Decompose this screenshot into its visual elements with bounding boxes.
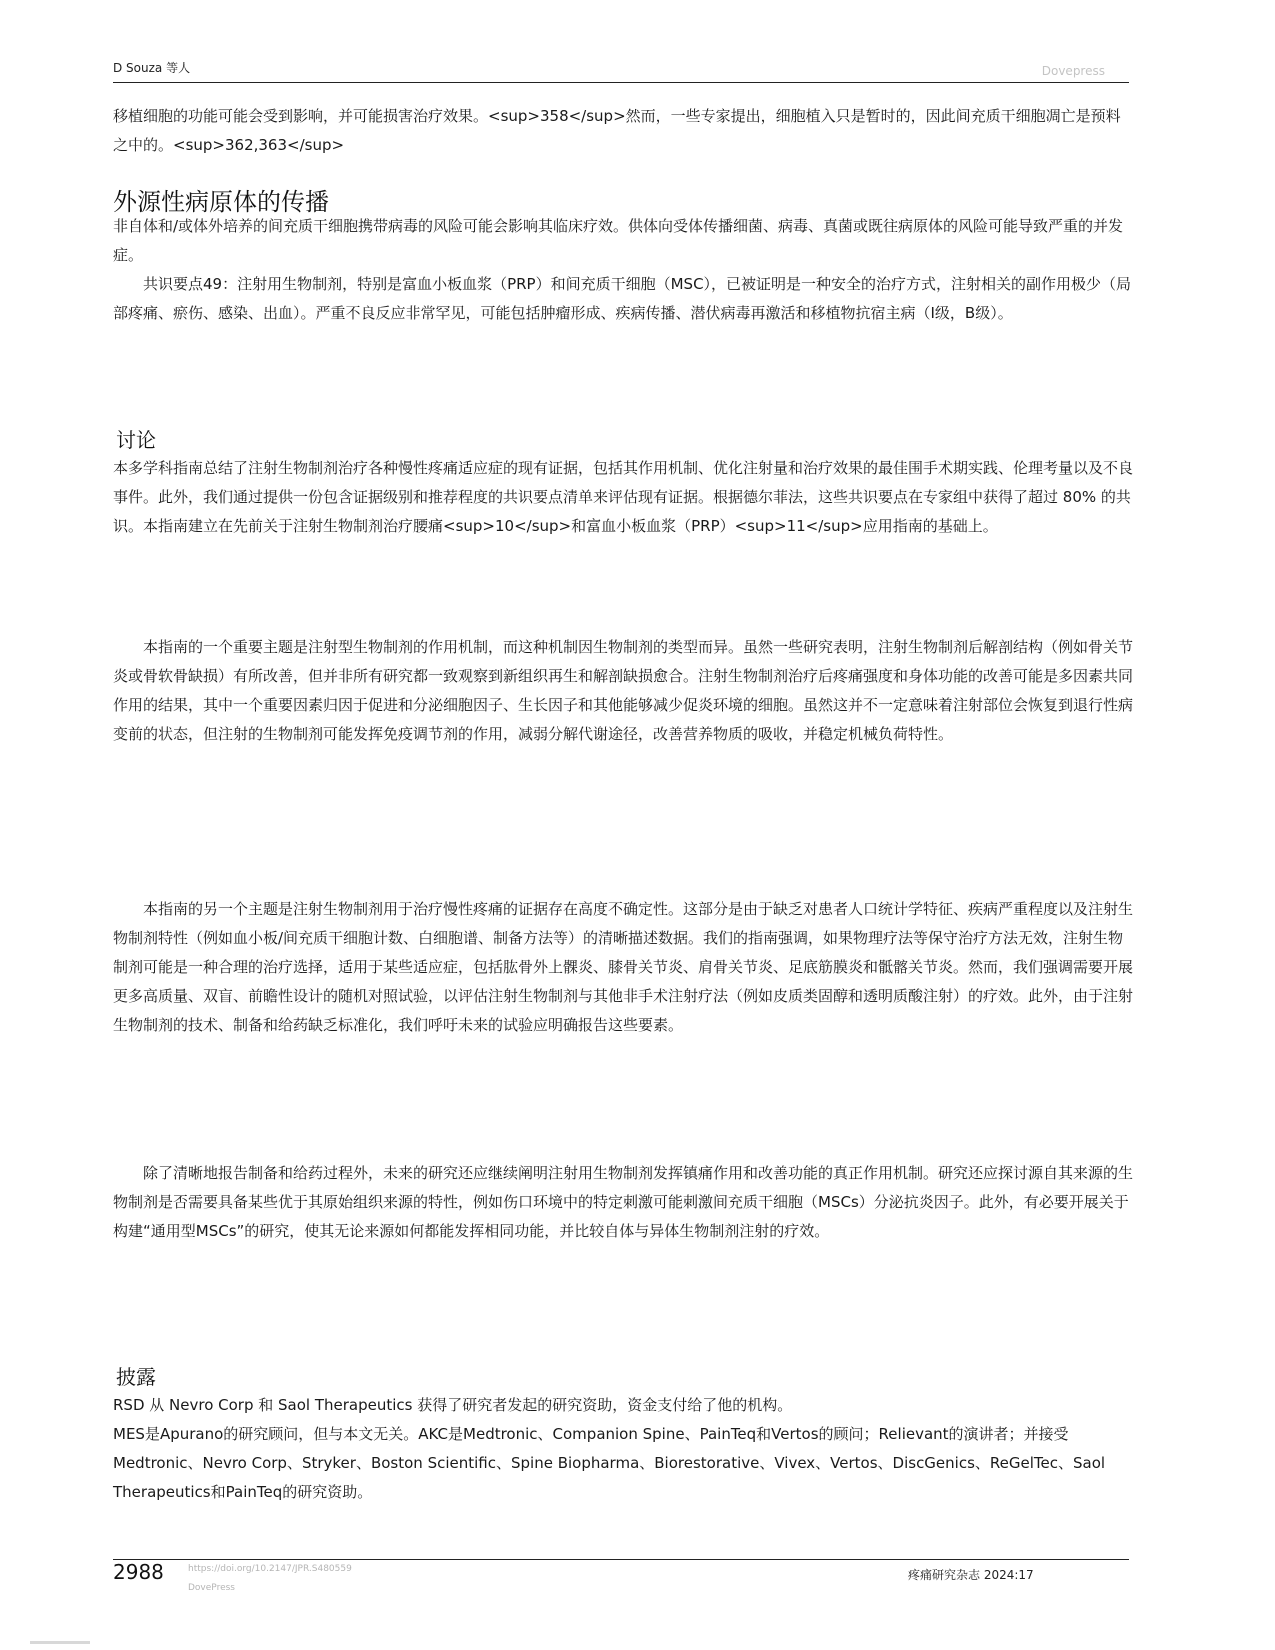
section-title-discussion: 讨论: [116, 428, 156, 452]
pathogen-paragraph: 非自体和/或体外培养的间充质干细胞携带病毒的风险可能会影响其临床疗效。供体向受体传播细菌、病毒、真菌或既往病原体的风险可能导致严重的并发症。: [113, 217, 1124, 264]
discussion-paragraph-1: 本多学科指南总结了注射生物制剂治疗各种慢性疼痛适应症的现有证据，包括其作用机制、优化注射量和治疗效果的最佳围手术期实践、伦理考量以及不良事件。此外，我们通过提供一份包含证据级别和推荐程度的共识要点清单来评估现有证据。根据德尔菲法，这些共识要点在专家组中获得了超过 80% 的共识。本指南建立在先前关于注射生物制剂治疗腰痛<sup>10</sup>和富血小板血浆（PRP）<sup>11</sup>应用指南的基础上。: [113, 459, 1134, 535]
discussion-paragraph-2: 本指南的一个重要主题是注射型生物制剂的作用机制，而这种机制因生物制剂的类型而异。虽然一些研究表明，注射生物制剂后解剖结构（例如骨关节炎或骨软骨缺损）有所改善，但并非所有研究都一致观察到新组织再生和解剖缺损愈合。注射生物制剂治疗后疼痛强度和身体功能的改善可能是多因素共同作用的结果，其中一个重要因素归因于促进和分泌细胞因子、生长因子和其他能够减少促炎环境的细胞。虽然这并不一定意味着注射部位会恢复到退行性病变前的状态，但注射的生物制剂可能发挥免疫调节剂的作用，减弱分解代谢途径，改善营养物质的吸收，并稳定机械负荷特性。: [113, 638, 1134, 743]
disclosure-paragraph-2: MES是Apurano的研究顾问，但与本文无关。AKC是Medtronic、Companion Spine、PainTeq和Vertos的顾问；Relievant的演讲者；并接受Medtronic、Nevro Corp、Stryker、Boston Scientific、Spine Biopharma、Biorestorative、Vivex、Vertos、DiscGenics、ReGelTec、Saol Therapeutics和PainTeq的研究资助。: [113, 1425, 1106, 1501]
running-header-author: D Souza 等人: [113, 61, 191, 75]
publisher-mark: DovePress: [188, 1583, 235, 1593]
discussion-paragraph-3: 本指南的另一个主题是注射生物制剂用于治疗慢性疼痛的证据存在高度不确定性。这部分是由于缺乏对患者人口统计学特征、疾病严重程度以及注射生物制剂特性（例如血小板/间充质干细胞计数、白细胞谱、制备方法等）的清晰描述数据。我们的指南强调，如果物理疗法等保守治疗方法无效，注射生物制剂可能是一种合理的治疗选择，适用于某些适应症，包括肱骨外上髁炎、膝骨关节炎、肩骨关节炎、足底筋膜炎和骶髂关节炎。然而，我们强调需要开展更多高质量、双盲、前瞻性设计的随机对照试验，以评估注射生物制剂与其他非手术注射疗法（例如皮质类固醇和透明质酸注射）的疗效。此外，由于注射生物制剂的技术、制备和给药缺乏标准化，我们呼吁未来的试验应明确报告这些要素。: [113, 900, 1134, 1034]
section-title-pathogen: 外源性病原体的传播: [113, 188, 329, 216]
journal-citation: 疼痛研究杂志 2024:17: [908, 1568, 1034, 1582]
disclosure-paragraph-1: RSD 从 Nevro Corp 和 Saol Therapeutics 获得了研究者发起的研究资助，资金支付给了他的机构。: [113, 1396, 793, 1414]
running-header: [113, 56, 1129, 83]
doi-link[interactable]: https://doi.org/10.2147/JPR.S480559: [188, 1564, 352, 1574]
page-number: 2988: [113, 1560, 164, 1584]
footer-rule: [113, 1559, 1129, 1560]
publisher-brand: Dovepress: [1041, 64, 1105, 78]
page-corner-mark: [30, 1641, 90, 1644]
consensus-point-49: 共识要点49：注射用生物制剂，特别是富血小板血浆（PRP）和间充质干细胞（MSC），已被证明是一种安全的治疗方式，注射相关的副作用极少（局部疼痛、瘀伤、感染、出血）。严重不良反应非常罕见，可能包括肿瘤形成、疾病传播、潜伏病毒再激活和移植物抗宿主病（I级，B级）。: [113, 275, 1132, 322]
discussion-paragraph-4: 除了清晰地报告制备和给药过程外，未来的研究还应继续阐明注射用生物制剂发挥镇痛作用和改善功能的真正作用机制。研究还应探讨源自其来源的生物制剂是否需要具备某些优于其原始组织来源的特性，例如伤口环境中的特定刺激可能刺激间充质干细胞（MSCs）分泌抗炎因子。此外，有必要开展关于构建“通用型MSCs”的研究，使其无论来源如何都能发挥相同功能，并比较自体与异体生物制剂注射的疗效。: [113, 1164, 1134, 1240]
section-title-disclosure: 披露: [116, 1365, 156, 1389]
intro-paragraph: 移植细胞的功能可能会受到影响，并可能损害治疗效果。<sup>358</sup>然而，一些专家提出，细胞植入只是暂时的，因此间充质干细胞凋亡是预料之中的。<sup>362,363</sup>: [113, 107, 1121, 154]
